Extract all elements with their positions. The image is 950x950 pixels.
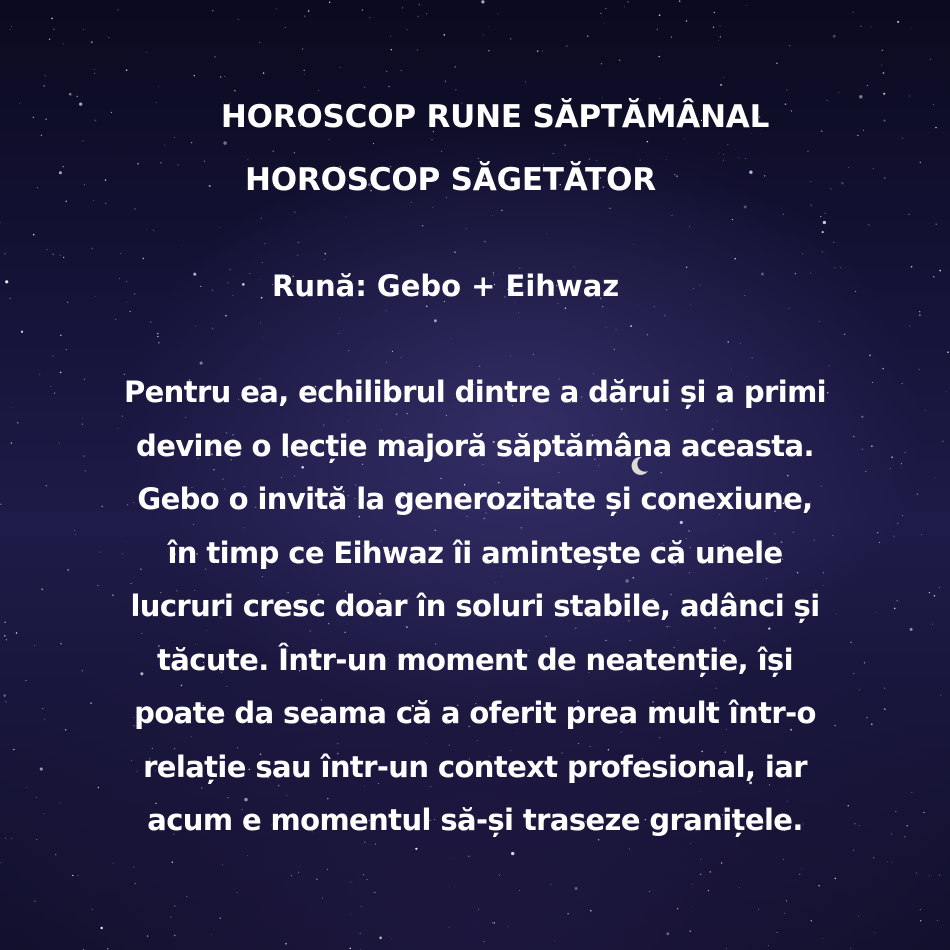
- text-line: acum e momentul să-și traseze granițele.: [147, 803, 803, 837]
- text-line: Gebo o invită la generozitate și conexiune,: [137, 482, 813, 516]
- text-line: tăcute. Într-un moment de neatenție, își: [157, 642, 793, 677]
- page-title: HOROSCOP RUNE SĂPTĂMÂNAL: [220, 99, 770, 135]
- horoscope-text: [0, 366, 950, 848]
- text-line: în timp ce Eihwaz îi amintește că unele: [167, 535, 783, 570]
- text-line: relație sau într-un context profesional, iar: [143, 749, 807, 784]
- page-subtitle: HOROSCOP SĂGETĂTOR: [245, 162, 656, 198]
- text-line: lucruri cresc doar în soluri stabile, adânci și: [130, 589, 820, 623]
- text-line: poate da seama că a oferit prea mult într-o: [134, 696, 816, 730]
- rune-label: Rună: Gebo + Eihwaz: [272, 269, 620, 303]
- text-line: Pentru ea, echilibrul dintre a dărui și a primi: [123, 375, 827, 409]
- text-line: devine o lecție majoră săptămâna aceasta.: [136, 428, 814, 463]
